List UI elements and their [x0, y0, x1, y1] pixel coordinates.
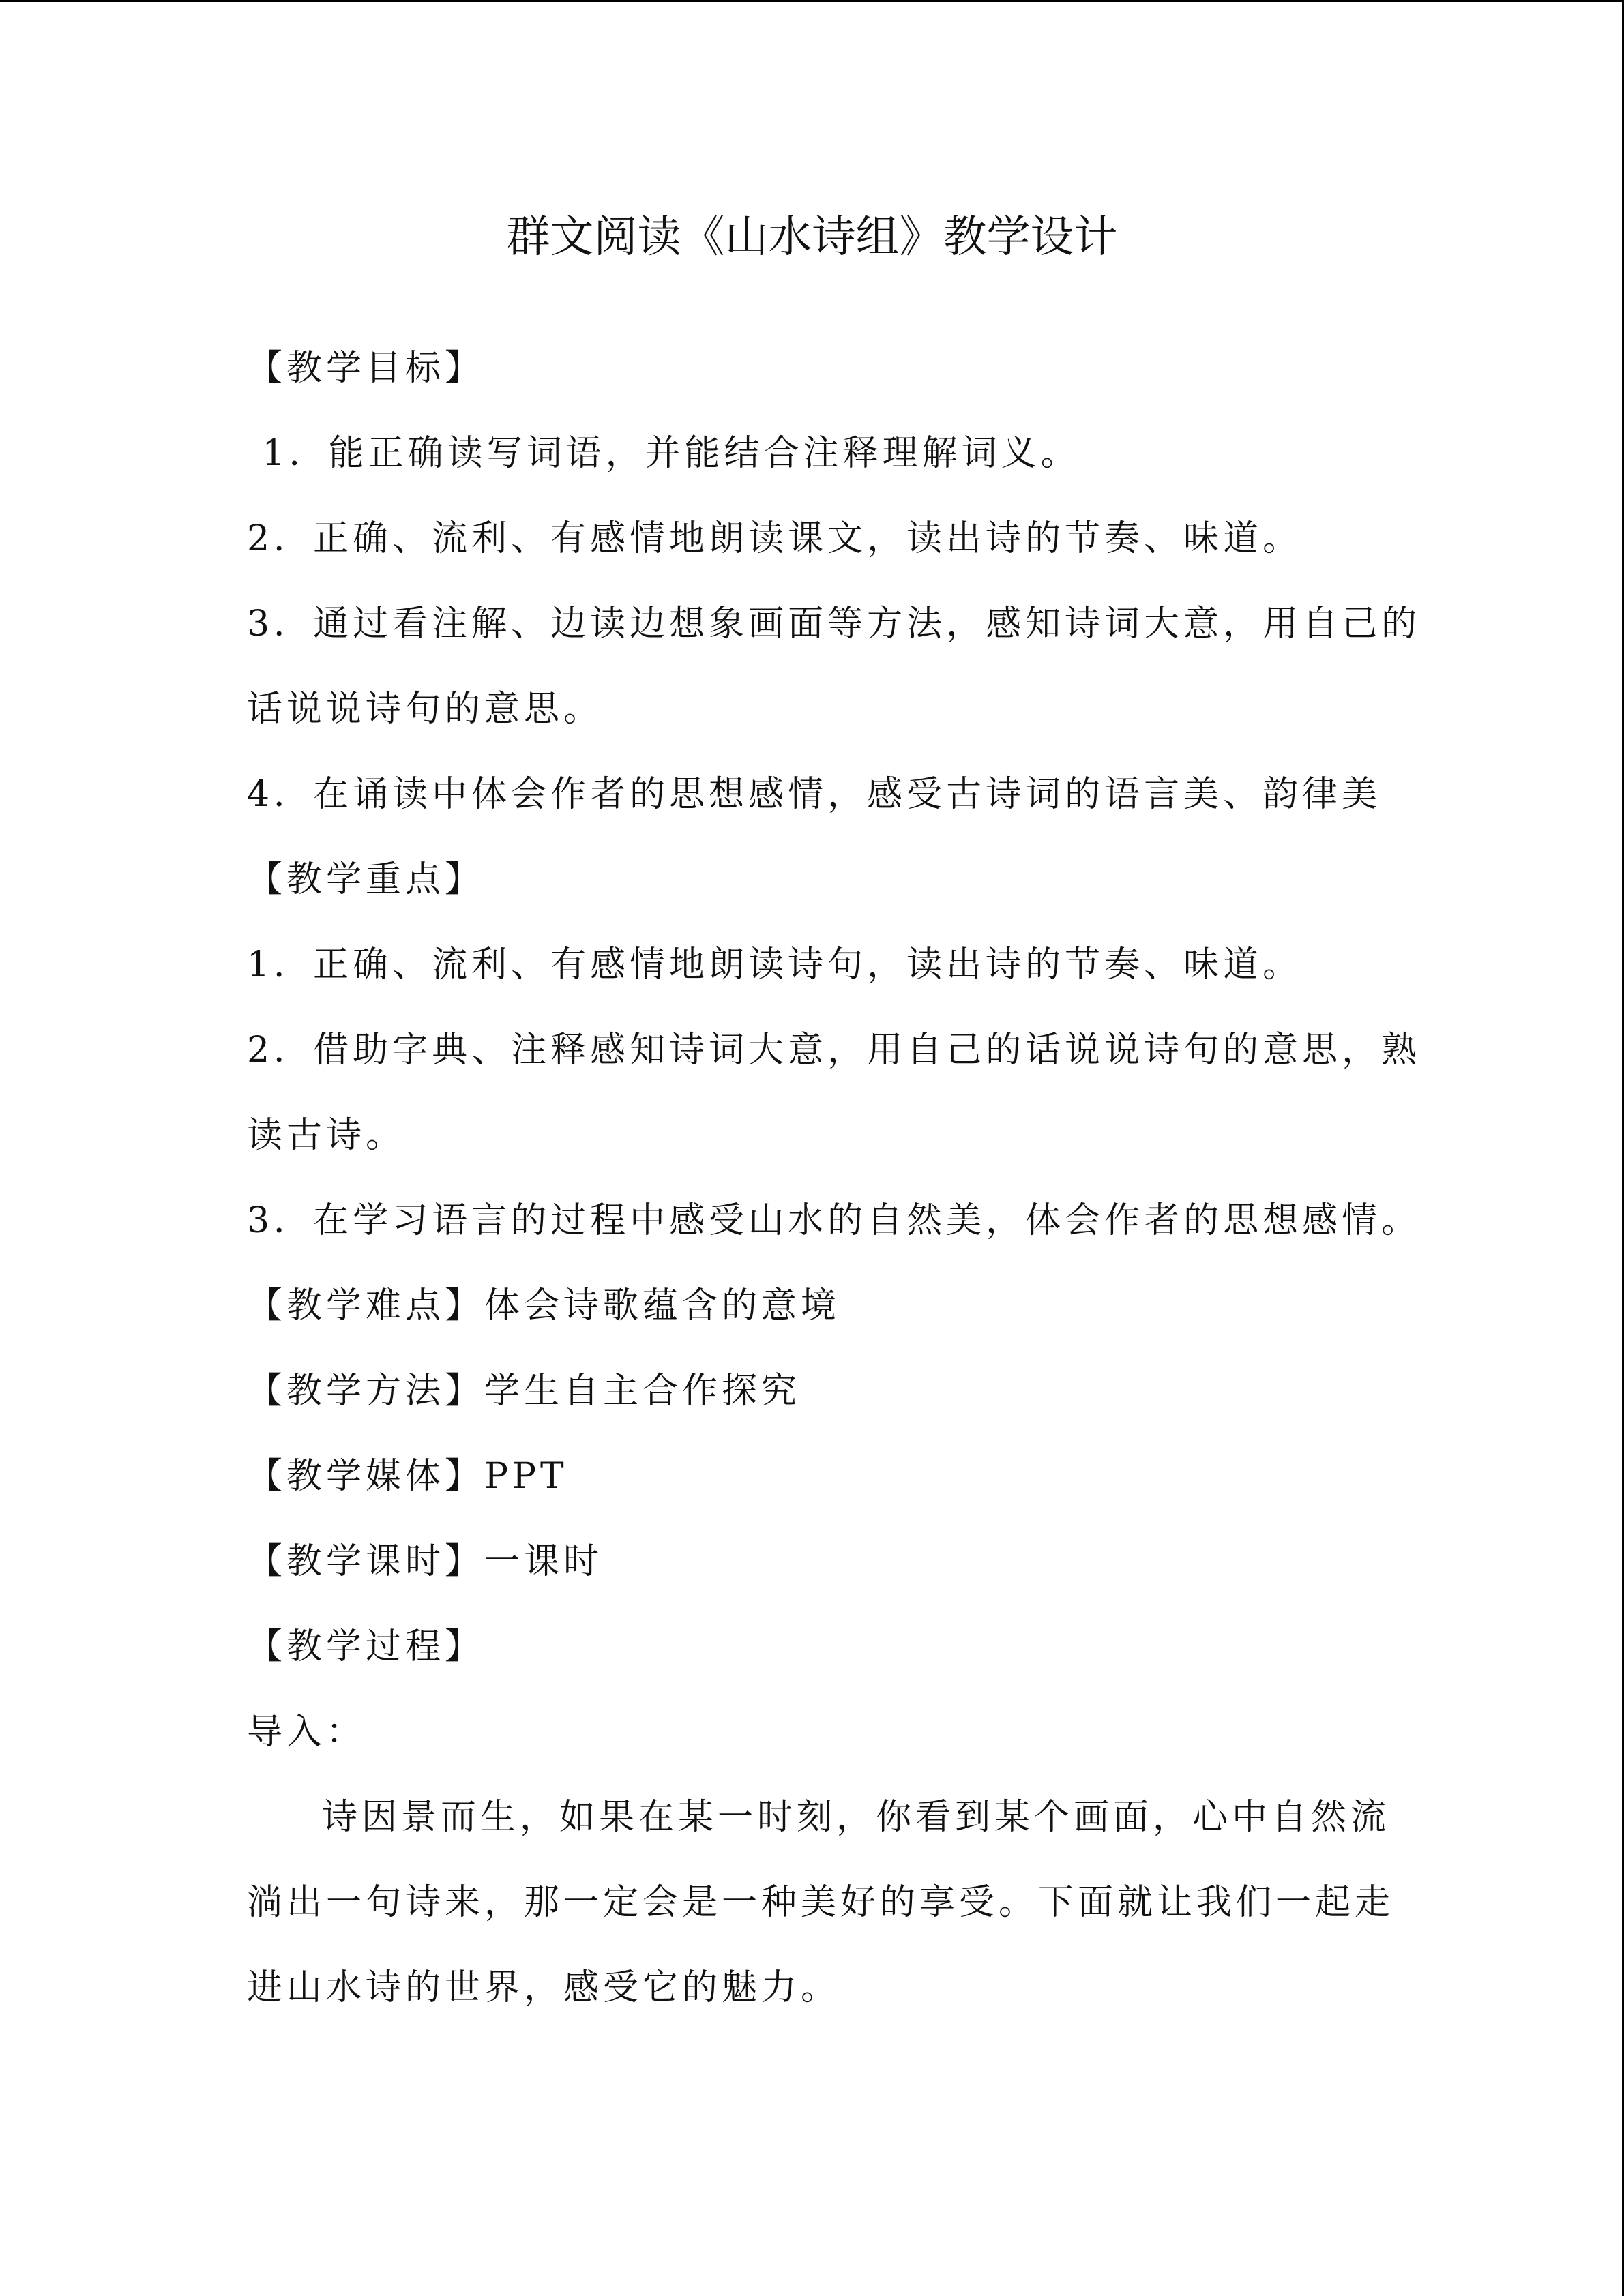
objective-4: 4．在诵读中体会作者的思想感情，感受古诗词的语言美、韵律美 — [247, 774, 1382, 815]
introduction-paragraph-line-3: 进山水诗的世界，感受它的魅力。 — [247, 1967, 841, 2008]
document-title: 群文阅读《山水诗组》教学设计 — [506, 212, 1118, 263]
heading-teaching-process: 【教学过程】 — [247, 1626, 485, 1667]
objective-3: 3．通过看注解、边读边想象画面等方法，感知诗词大意，用自己的 — [247, 603, 1421, 644]
key-point-2-continued: 读古诗。 — [247, 1115, 406, 1156]
teaching-method: 【教学方法】学生自主合作探究 — [247, 1371, 801, 1412]
teaching-media: 【教学媒体】PPT — [247, 1456, 568, 1497]
key-point-2: 2．借助字典、注释感知诗词大意，用自己的话说说诗句的意思，熟 — [247, 1030, 1421, 1071]
heading-teaching-key-points: 【教学重点】 — [247, 859, 485, 900]
teaching-periods: 【教学课时】一课时 — [247, 1541, 604, 1582]
teaching-difficulty: 【教学难点】体会诗歌蕴含的意境 — [247, 1285, 841, 1326]
heading-teaching-objectives: 【教学目标】 — [247, 348, 485, 389]
objective-1: 1．能正确读写词语，并能结合注释理解词义。 — [247, 433, 1080, 474]
key-point-3: 3．在学习语言的过程中感受山水的自然美，体会作者的思想感情。 — [247, 1200, 1421, 1241]
introduction-paragraph-line-2: 淌出一句诗来，那一定会是一种美好的享受。下面就让我们一起走 — [247, 1882, 1395, 1923]
objective-3-continued: 话说说诗句的意思。 — [247, 689, 604, 730]
objective-2: 2．正确、流利、有感情地朗读课文，读出诗的节奏、味道。 — [247, 518, 1303, 559]
key-point-1: 1．正确、流利、有感情地朗读诗句，读出诗的节奏、味道。 — [247, 944, 1303, 985]
introduction-paragraph-line-1: 诗因景而生，如果在某一时刻，你看到某个画面，心中自然流 — [322, 1797, 1391, 1838]
introduction-label: 导入： — [247, 1712, 366, 1753]
